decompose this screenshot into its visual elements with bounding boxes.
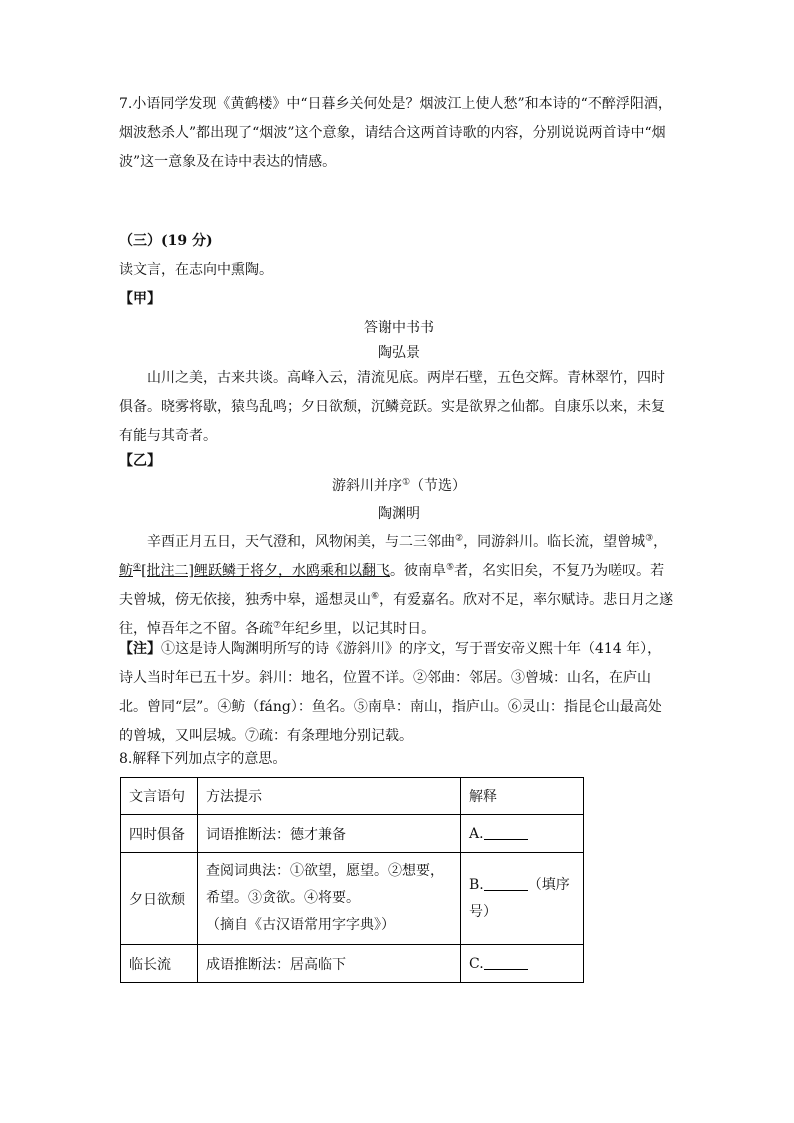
table-row	[121, 945, 584, 983]
yi-underlined-text: 鲂	[119, 563, 133, 579]
notes	[119, 635, 675, 751]
phrase-cell: 夕日欲颓	[121, 853, 198, 945]
answer-blank-c[interactable]	[484, 955, 528, 970]
method-source: （摘自《古汉语常用字字典》）	[206, 917, 395, 933]
section-3-intro: 读文言，在志向中熏陶。	[119, 262, 273, 278]
question-7: 7.小语同学发现《黄鹤楼》中“日暮乡关何处是？烟波江上使人愁”和本诗的“不醉浮阳酒，烟波愁杀人”都出现了“烟波”这个意象，请结合这两首诗歌的内容，分别说说两首诗中“烟波”这一意象及在诗中表达的情感。	[119, 96, 672, 170]
answer-blank-b[interactable]	[484, 876, 528, 891]
yi-title	[119, 472, 679, 501]
phrase-cell: 四时俱备	[121, 815, 198, 853]
yi-title-footnote: ①	[401, 477, 411, 488]
answer-label: C.	[469, 956, 484, 972]
answer-cell	[461, 853, 584, 945]
yi-body	[119, 528, 675, 644]
table-header: 解释	[461, 778, 584, 815]
yi-text: 者，名实旧矣，不复乃为嗟叹。若夫曾城，傍无依接，独秀中皋，遥想灵山	[119, 563, 665, 608]
yi-author: 陶渊明	[378, 506, 420, 522]
jia-title: 答谢中书书	[364, 320, 434, 336]
jia-body: 山川之美，古来共谈。高峰入云，清流见底。两岸石壁，五色交辉。青林翠竹，四时俱备。晓雾将歇，猿鸟乱鸣；夕日欲颓，沉鳞竞跃。实是欲界之仙都。自康乐以来，未复有能与其奇者。	[119, 370, 665, 444]
yi-underlined-text: [批注二]鲤跃鳞于将夕，水鸥乘和以翻飞	[141, 563, 391, 579]
yi-title-text: 游斜川并序	[331, 478, 402, 494]
footnote-marker: ④	[133, 562, 142, 573]
method-cell: 成语推断法：居高临下	[198, 945, 461, 983]
yi-tag: 【乙】	[119, 453, 161, 469]
answer-label: B.	[469, 876, 484, 893]
section-3-header: （三）(19 分)	[119, 233, 213, 249]
table-header: 方法提示	[198, 778, 461, 815]
answer-hint: （填序号）	[469, 876, 570, 920]
footnote-marker: ②	[455, 533, 464, 544]
notes-tag: 【注】	[119, 641, 161, 657]
table-row	[121, 815, 584, 853]
footnote-marker: ⑥	[371, 591, 380, 602]
answer-label: A.	[469, 826, 484, 842]
answer-blank-a[interactable]	[484, 825, 528, 840]
yi-text: 辛酉正月五日，天气澄和，风物闲美，与二三邻曲	[147, 534, 455, 550]
footnote-marker: ⑦	[273, 620, 282, 631]
answer-cell	[461, 815, 584, 853]
answer-cell	[461, 945, 584, 983]
method-text: 查阅词典法：①欲望，愿望。②想要，希望。③贪欲。④将要。	[206, 863, 444, 906]
yi-text: 年纪乡里，以记其时日。	[281, 621, 436, 637]
yi-text: ，	[653, 534, 668, 550]
question-8: 8.解释下列加点字的意思。	[119, 751, 287, 767]
jia-tag: 【甲】	[119, 291, 161, 307]
footnote-marker: ③	[645, 533, 654, 544]
notes-text: ①这是诗人陶渊明所写的诗《游斜川》的序文，写于晋安帝义熙十年（414 年），诗人当时年已五十岁。斜川：地名，位置不详。②邻曲：邻居。③曾城：山名，在庐山北。曾同“层”。④鲂（fáng）：鱼名。⑤南阜：南山，指庐山。⑥灵山：指昆仑山最高处的曾城，又叫层城。⑦疏：有条理地分别记载。	[119, 641, 662, 744]
answer-table	[120, 777, 584, 983]
table-header: 文言语句	[121, 778, 198, 815]
method-cell: 词语推断法：德才兼备	[198, 815, 461, 853]
method-cell	[198, 853, 461, 945]
yi-text: 。彼南阜	[390, 563, 447, 579]
yi-text: ，同游斜川。临长流，望曾城	[463, 534, 646, 550]
table-row	[121, 853, 584, 945]
phrase-cell: 临长流	[121, 945, 198, 983]
table-header-row	[121, 778, 584, 815]
yi-text: ，有爱嘉名。欣对不足，率尔赋诗。悲日月之遂往，悼吾年之不留。各疏	[119, 592, 674, 637]
footnote-marker: ⑤	[446, 562, 455, 573]
yi-title-suffix: （节选）	[410, 478, 467, 494]
jia-author: 陶弘景	[378, 345, 420, 361]
